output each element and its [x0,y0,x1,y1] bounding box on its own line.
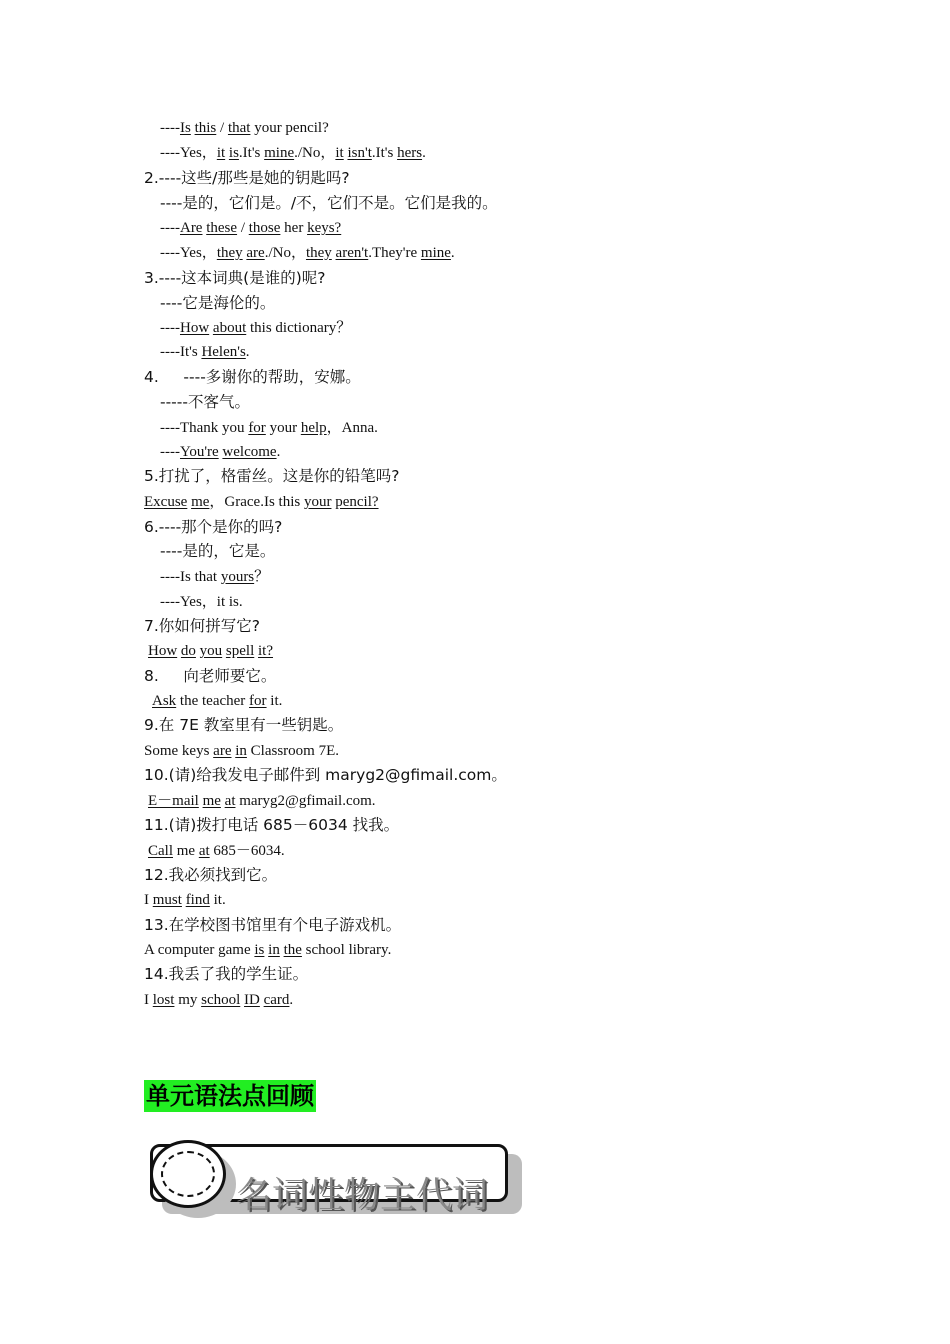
underlined-answer: Is [179,120,191,136]
underlined-answer: about [212,320,247,336]
exercise-line [144,367,361,387]
underlined-answer: How [148,643,178,659]
underlined-answer: Call [148,843,173,859]
line-text: .They're [368,245,421,261]
underlined-answer: at [198,843,210,859]
line-text: / [237,220,249,236]
exercise-line [144,964,308,984]
underlined-answer: for [248,420,266,436]
line-text: 7.你如何拼写它? [144,617,261,635]
underlined-answer: you [199,643,223,659]
line-text: .It's [371,145,398,161]
underlined-answer: E－mail [148,793,199,809]
exercise-line [144,466,400,486]
underlined-answer: me [191,494,210,510]
underlined-answer: find [185,892,210,908]
line-text: I [144,892,153,908]
line-text: 13.在学校图书馆里有个电子游戏机。 [144,916,402,934]
line-text: . [289,992,294,1008]
exercise-line [144,492,379,512]
exercise-line [160,143,426,163]
exercise-line [144,168,350,188]
line-text: 3.----这本词典(是谁的)呢? [144,269,326,287]
line-text: . [245,344,250,360]
underlined-answer: must [152,892,182,908]
underlined-answer: card [263,992,290,1008]
underlined-answer: at [224,793,236,809]
exercise-line [144,741,339,761]
underlined-answer: in [235,743,247,759]
underlined-answer: Helen's [201,344,246,360]
underlined-answer: Ask [152,693,177,709]
line-text: 685－6034. [209,843,285,859]
exercise-line [148,791,376,811]
line-text: your [265,420,301,436]
line-text: this dictionary？ [246,320,352,336]
exercise-line [144,940,391,960]
exercise-line [160,592,243,612]
exercise-line [160,118,329,138]
line-text: ./No， [294,145,336,161]
line-text: it. [266,693,283,709]
line-text: my [174,992,202,1008]
line-text: maryg2@gfimail.com. [235,793,376,809]
underlined-answer: welcome [222,444,277,460]
line-text: A computer game [144,942,255,958]
underlined-answer: ID [244,992,260,1008]
exercise-line [160,342,250,362]
underlined-answer: isn't [347,145,372,161]
underlined-answer: for [249,693,267,709]
line-text: . [450,245,455,261]
line-text: I [144,992,153,1008]
line-text: .It's [238,145,265,161]
dashed-circle-icon [161,1151,215,1197]
line-text: ----Is that [160,569,221,585]
line-text: 11.(请)拨打电话 685－6034 找我。 [144,816,400,834]
line-text: ----它是海伦的。 [160,294,276,312]
exercise-line [144,915,401,935]
exercise-line [160,442,280,462]
underlined-answer: hers [397,145,423,161]
underlined-answer: those [248,220,281,236]
exercise-line [144,616,260,636]
line-text: ---- [160,220,180,236]
line-text: ----是的，它是。 [160,542,276,560]
topic-banner [150,1140,522,1224]
exercise-line [144,715,343,735]
line-text: 12.我必须找到它。 [144,866,278,884]
exercise-line [144,815,399,835]
underlined-answer: Excuse [144,494,188,510]
exercise-line [160,193,498,213]
exercise-line [148,641,273,661]
line-text: school library. [301,942,392,958]
line-text: ---- [160,320,180,336]
line-text: 9.在 7E 教室里有一些钥匙。 [144,716,344,734]
exercise-line [144,865,277,885]
line-text: 4. ----多谢你的帮助，安娜。 [144,368,361,386]
line-text: 2.----这些/那些是她的钥匙吗? [144,169,350,187]
line-text: ---- [160,120,180,136]
line-text: ，Grace.Is this [209,494,304,510]
line-text: the teacher [176,693,250,709]
exercise-line [152,691,282,711]
underlined-answer: me [202,793,221,809]
underlined-answer: school [201,992,241,1008]
section-heading: 单元语法点回顾 [146,1082,314,1110]
underlined-answer: are [246,245,265,261]
underlined-answer: pencil? [335,494,379,510]
line-text: Classroom 7E. [246,743,339,759]
exercise-line [144,268,325,288]
exercise-line [144,517,282,537]
exercise-line [144,765,507,785]
underlined-answer: these [206,220,238,236]
line-text: me [173,843,199,859]
line-text: . [276,444,281,460]
underlined-answer: do [180,643,196,659]
line-text: her [280,220,308,236]
line-text: it. [209,892,226,908]
line-text: 6.----那个是你的吗? [144,518,283,536]
line-text: 8. 向老师要它。 [144,667,277,685]
exercise-line [160,318,351,338]
exercise-line [160,567,269,587]
exercise-line [160,218,341,238]
line-text: ./No， [264,245,306,261]
underlined-answer: in [268,942,280,958]
underlined-answer: yours [220,569,255,585]
line-text: -----不客气。 [160,393,250,411]
line-text: ----Yes， [160,145,217,161]
underlined-answer: lost [152,992,175,1008]
underlined-answer: help [300,420,327,436]
underlined-answer: keys? [307,220,342,236]
underlined-answer: mine [264,145,295,161]
line-text: / [216,120,228,136]
line-text: Some keys [144,743,214,759]
line-text: ？ [254,569,270,585]
underlined-answer: it? [258,643,274,659]
exercise-line [160,243,455,263]
exercise-line [160,541,275,561]
underlined-answer: are [213,743,232,759]
line-text: ----It's [160,344,202,360]
underlined-answer: aren't [335,245,369,261]
line-text: ----是的，它们是。/不，它们不是。它们是我的。 [160,194,498,212]
line-text: 5.打扰了，格雷丝。这是你的铅笔吗? [144,467,400,485]
underlined-answer: You're [179,444,219,460]
underlined-answer: they [305,245,332,261]
underlined-answer: mine [420,245,451,261]
underlined-answer: is [228,145,239,161]
underlined-answer: it [216,145,226,161]
underlined-answer: spell [225,643,255,659]
underlined-answer: is [254,942,265,958]
line-text: ----Yes，it is. [160,594,243,610]
line-text: your pencil? [250,120,329,136]
underlined-answer: your [303,494,332,510]
line-text: ----Thank you [160,420,249,436]
line-text: 14.我丢了我的学生证。 [144,965,309,983]
underlined-answer: How [179,320,210,336]
line-text: ----Yes， [160,245,217,261]
line-text: ，Anna. [326,420,378,436]
line-text: . [422,145,426,161]
underlined-answer: that [227,120,251,136]
underlined-answer: it [335,145,344,161]
banner-title: 名词性物主代词 [236,1175,489,1216]
exercise-line [160,418,378,438]
exercise-line [144,890,226,910]
line-text: ---- [160,444,180,460]
banner-circle-icon [150,1140,226,1208]
underlined-answer: they [216,245,243,261]
exercise-line [144,666,276,686]
exercise-line [160,293,275,313]
line-text: 10.(请)给我发电子邮件到 maryg2@gfimail.com。 [144,766,507,784]
underlined-answer: the [283,942,302,958]
exercise-line [148,841,285,861]
exercise-line [160,392,250,412]
underlined-answer: Are [179,220,203,236]
exercise-line [144,990,293,1010]
underlined-answer: this [194,120,217,136]
